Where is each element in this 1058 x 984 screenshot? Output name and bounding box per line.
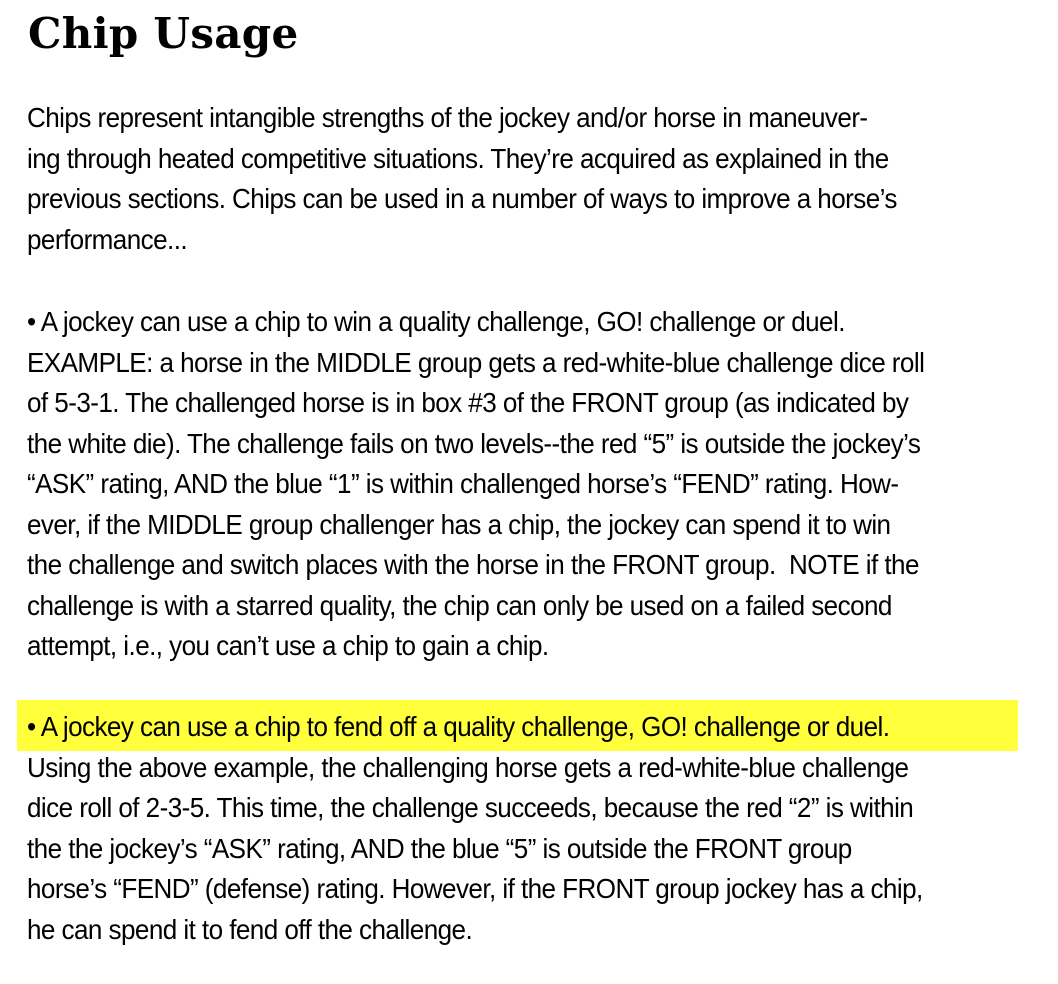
paragraph-line: Using the above example, the challenging horse gets a red-white-blue challenge: [27, 751, 909, 783]
paragraph-line: • A jockey can use a chip to win a quality challenge, GO! challenge or duel.: [27, 306, 845, 337]
bullet-win-challenge: [27, 302, 924, 667]
bullet-fend-challenge: [27, 707, 923, 950]
paragraph-line: previous sections. Chips can be used in a number of ways to improve a horse’s: [27, 183, 897, 214]
paragraph-line: the challenge and switch places with the horse in the FRONT group. NOTE if the: [27, 549, 919, 580]
paragraph-line: horse’s “FEND” (defense) rating. However, if the FRONT group jockey has a chip,: [27, 873, 923, 904]
paragraph-line: ever, if the MIDDLE group challenger has a chip, the jockey can spend it to win: [27, 508, 891, 540]
paragraph-line: the white die). The challenge fails on two levels--the red “5” is outside the jockey’s: [27, 427, 921, 459]
paragraph-line: challenge is with a starred quality, the chip can only be used on a failed second: [27, 589, 892, 621]
paragraph-line: he can spend it to fend off the challenge.: [27, 913, 473, 945]
paragraph-line: performance...: [27, 223, 188, 255]
paragraph-line: EXAMPLE: a horse in the MIDDLE group gets a red-white-blue challenge dice roll: [27, 346, 925, 378]
paragraph-line: of 5-3-1. The challenged horse is in box #3 of the FRONT group (as indicated by: [27, 387, 909, 418]
page-title: Chip Usage: [28, 9, 299, 58]
paragraph-line: attempt, i.e., you can’t use a chip to gain a chip.: [27, 630, 549, 661]
paragraph-line: “ASK” rating, AND the blue “1” is within challenged horse’s “FEND” rating. How-: [27, 468, 899, 499]
paragraph-line: ing through heated competitive situations. They’re acquired as explained in the: [27, 142, 889, 174]
paragraph-line: dice roll of 2-3-5. This time, the challenge succeeds, because the red “2” is within: [27, 792, 914, 823]
paragraph-line: Chips represent intangible strengths of the jockey and/or horse in maneuver-: [27, 102, 868, 133]
intro-paragraph: [27, 98, 897, 260]
paragraph-line: the the jockey’s “ASK” rating, AND the blue “5” is outside the FRONT group: [27, 832, 852, 864]
highlighted-line: • A jockey can use a chip to fend off a quality challenge, GO! challenge or duel.: [27, 711, 890, 742]
